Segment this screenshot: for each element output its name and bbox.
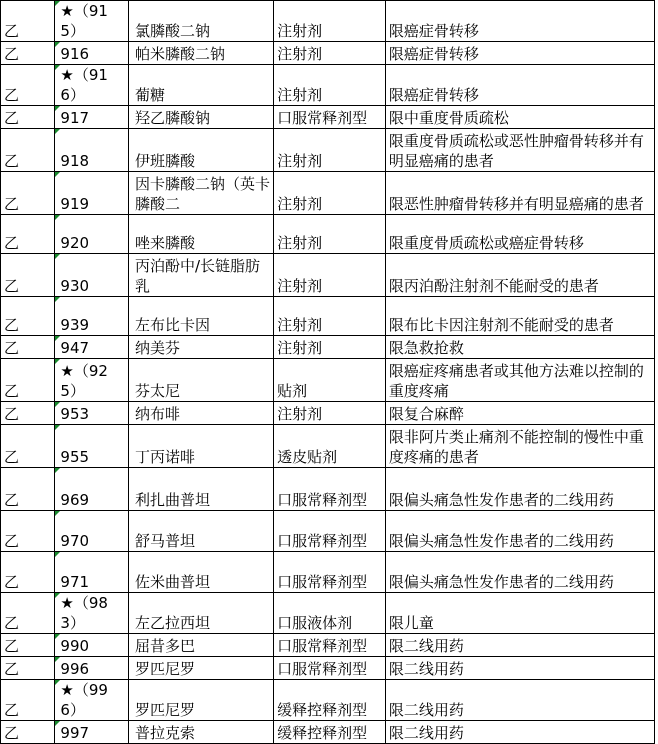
- drug-number-cell: 919: [55, 172, 129, 215]
- table-body: [1, 1, 655, 744]
- drug-number-cell: 997: [55, 721, 129, 744]
- table-row: [1, 657, 655, 680]
- dosage-form-cell: 注射剂: [274, 297, 386, 336]
- drug-name-cell: 唑来膦酸: [128, 215, 273, 254]
- category-cell: 乙: [1, 552, 55, 593]
- category-cell: 乙: [1, 42, 55, 65]
- dosage-form-cell: 口服常释剂型: [274, 511, 386, 552]
- drug-name-cell: 芬太尼: [128, 359, 273, 402]
- category-cell: 乙: [1, 129, 55, 172]
- dosage-form-cell: 注射剂: [274, 215, 386, 254]
- drug-name-cell: 左布比卡因: [128, 297, 273, 336]
- dosage-form-cell: 注射剂: [274, 1, 386, 42]
- table-row: [1, 129, 655, 172]
- table-row: [1, 680, 655, 721]
- drug-name-cell: 氯膦酸二钠: [128, 1, 273, 42]
- drug-name-cell: 羟乙膦酸钠: [128, 106, 273, 129]
- restriction-cell: 限二线用药: [385, 721, 654, 744]
- drug-name-cell: 普拉克索: [128, 721, 273, 744]
- drug-number-cell: 917: [55, 106, 129, 129]
- drug-name-cell: 伊班膦酸: [128, 129, 273, 172]
- drug-number-cell: 955: [55, 425, 129, 468]
- drug-number-cell: 969: [55, 468, 129, 511]
- table-row: [1, 297, 655, 336]
- drug-name-cell: 罗匹尼罗: [128, 657, 273, 680]
- category-cell: 乙: [1, 657, 55, 680]
- drug-number-cell: 920: [55, 215, 129, 254]
- category-cell: 乙: [1, 511, 55, 552]
- dosage-form-cell: 口服常释剂型: [274, 468, 386, 511]
- drug-name-cell: 舒马普坦: [128, 511, 273, 552]
- drug-name-cell: 屈昔多巴: [128, 634, 273, 657]
- dosage-form-cell: 注射剂: [274, 42, 386, 65]
- table-row: [1, 106, 655, 129]
- restriction-cell: 限恶性肿瘤骨转移并有明显癌痛的患者: [385, 172, 654, 215]
- dosage-form-cell: 注射剂: [274, 172, 386, 215]
- table-row: [1, 215, 655, 254]
- dosage-form-cell: 注射剂: [274, 402, 386, 425]
- restriction-cell: 限重度骨质疏松或恶性肿瘤骨转移并有明显癌痛的患者: [385, 129, 654, 172]
- table-row: [1, 552, 655, 593]
- category-cell: 乙: [1, 468, 55, 511]
- dosage-form-cell: 注射剂: [274, 336, 386, 359]
- category-cell: 乙: [1, 297, 55, 336]
- restriction-cell: 限癌症骨转移: [385, 42, 654, 65]
- dosage-form-cell: 注射剂: [274, 254, 386, 297]
- drug-number-cell: 916: [55, 42, 129, 65]
- drug-number-cell: 971: [55, 552, 129, 593]
- drug-number-cell: 953: [55, 402, 129, 425]
- restriction-cell: 限偏头痛急性发作患者的二线用药: [385, 511, 654, 552]
- drug-number-cell: 970: [55, 511, 129, 552]
- restriction-cell: 限急救抢救: [385, 336, 654, 359]
- restriction-cell: 限偏头痛急性发作患者的二线用药: [385, 552, 654, 593]
- category-cell: 乙: [1, 172, 55, 215]
- dosage-form-cell: 口服液体剂: [274, 593, 386, 634]
- restriction-cell: 限癌症骨转移: [385, 1, 654, 42]
- table-row: [1, 511, 655, 552]
- table-row: [1, 593, 655, 634]
- drug-name-cell: 葡糖: [128, 65, 273, 106]
- restriction-cell: 限癌症骨转移: [385, 65, 654, 106]
- restriction-cell: 限布比卡因注射剂不能耐受的患者: [385, 297, 654, 336]
- restriction-cell: 限中重度骨质疏松: [385, 106, 654, 129]
- dosage-form-cell: 口服常释剂型: [274, 106, 386, 129]
- restriction-cell: 限二线用药: [385, 680, 654, 721]
- restriction-cell: 限丙泊酚注射剂不能耐受的患者: [385, 254, 654, 297]
- restriction-cell: 限二线用药: [385, 634, 654, 657]
- category-cell: 乙: [1, 634, 55, 657]
- drug-name-cell: 罗匹尼罗: [128, 680, 273, 721]
- table-row: [1, 425, 655, 468]
- restriction-cell: 限复合麻醉: [385, 402, 654, 425]
- drug-number-cell: 939: [55, 297, 129, 336]
- drug-name-cell: 帕米膦酸二钠: [128, 42, 273, 65]
- dosage-form-cell: 注射剂: [274, 65, 386, 106]
- restriction-cell: 限二线用药: [385, 657, 654, 680]
- table-row: [1, 1, 655, 42]
- drug-number-cell: ★（925）: [55, 359, 129, 402]
- restriction-cell: 限偏头痛急性发作患者的二线用药: [385, 468, 654, 511]
- restriction-cell: 限重度骨质疏松或癌症骨转移: [385, 215, 654, 254]
- drug-name-cell: 佐米曲普坦: [128, 552, 273, 593]
- drug-number-cell: 990: [55, 634, 129, 657]
- dosage-form-cell: 口服常释剂型: [274, 552, 386, 593]
- category-cell: 乙: [1, 721, 55, 744]
- restriction-cell: 限儿童: [385, 593, 654, 634]
- table-row: [1, 336, 655, 359]
- category-cell: 乙: [1, 680, 55, 721]
- drug-number-cell: ★（916）: [55, 65, 129, 106]
- table-row: [1, 468, 655, 511]
- table-row: [1, 42, 655, 65]
- dosage-form-cell: 缓释控释剂型: [274, 721, 386, 744]
- category-cell: 乙: [1, 215, 55, 254]
- table-row: [1, 634, 655, 657]
- dosage-form-cell: 口服常释剂型: [274, 634, 386, 657]
- drug-number-cell: 996: [55, 657, 129, 680]
- category-cell: 乙: [1, 106, 55, 129]
- drug-number-cell: 947: [55, 336, 129, 359]
- table-row: [1, 721, 655, 744]
- drug-number-cell: 930: [55, 254, 129, 297]
- drug-name-cell: 丁丙诺啡: [128, 425, 273, 468]
- table-row: [1, 402, 655, 425]
- drug-name-cell: 纳布啡: [128, 402, 273, 425]
- dosage-form-cell: 透皮贴剂: [274, 425, 386, 468]
- category-cell: 乙: [1, 425, 55, 468]
- drug-name-cell: 利扎曲普坦: [128, 468, 273, 511]
- category-cell: 乙: [1, 593, 55, 634]
- category-cell: 乙: [1, 254, 55, 297]
- dosage-form-cell: 贴剂: [274, 359, 386, 402]
- dosage-form-cell: 缓释控释剂型: [274, 680, 386, 721]
- drug-name-cell: 左乙拉西坦: [128, 593, 273, 634]
- category-cell: 乙: [1, 1, 55, 42]
- drug-number-cell: ★（915）: [55, 1, 129, 42]
- drug-number-cell: 918: [55, 129, 129, 172]
- category-cell: 乙: [1, 402, 55, 425]
- table-row: [1, 172, 655, 215]
- table-row: [1, 359, 655, 402]
- category-cell: 乙: [1, 336, 55, 359]
- drug-name-cell: 丙泊酚中/长链脂肪乳: [128, 254, 273, 297]
- drug-name-cell: 纳美芬: [128, 336, 273, 359]
- restriction-cell: 限癌症疼痛患者或其他方法难以控制的重度疼痛: [385, 359, 654, 402]
- dosage-form-cell: 口服常释剂型: [274, 657, 386, 680]
- dosage-form-cell: 注射剂: [274, 129, 386, 172]
- table-row: [1, 65, 655, 106]
- drug-number-cell: ★（983）: [55, 593, 129, 634]
- table-row: [1, 254, 655, 297]
- drug-number-cell: ★（996）: [55, 680, 129, 721]
- drug-name-cell: 因卡膦酸二钠（英卡膦酸二: [128, 172, 273, 215]
- category-cell: 乙: [1, 65, 55, 106]
- restriction-cell: 限非阿片类止痛剂不能控制的慢性中重度疼痛的患者: [385, 425, 654, 468]
- category-cell: 乙: [1, 359, 55, 402]
